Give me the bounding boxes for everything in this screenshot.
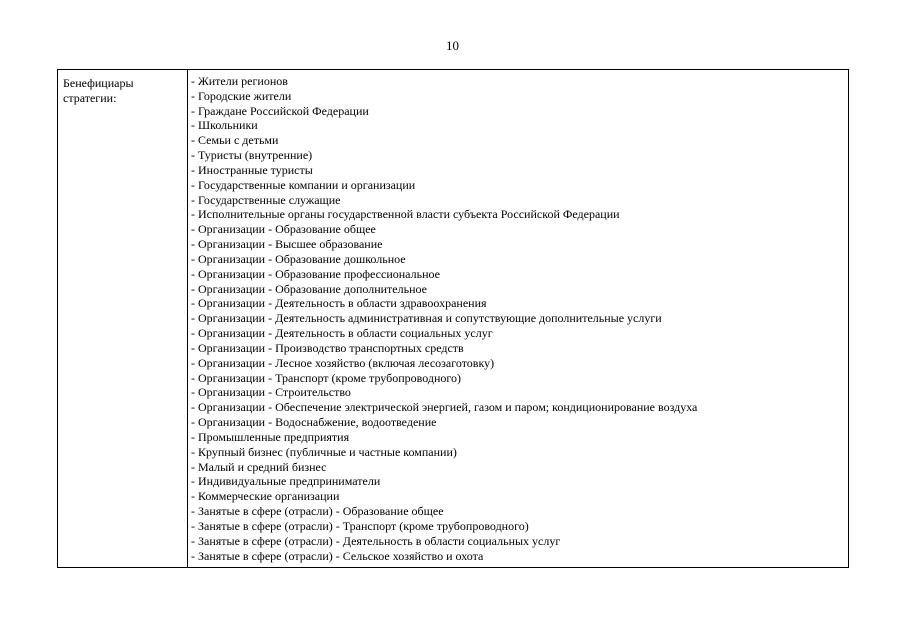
beneficiaries-table <box>57 69 849 568</box>
list-item: - Организации - Деятельность в области здравоохранения <box>191 296 487 311</box>
list-item: - Индивидуальные предприниматели <box>191 474 381 489</box>
list-item: - Городские жители <box>191 88 292 103</box>
list-item: - Государственные компании и организации <box>191 177 416 192</box>
list-item: - Занятые в сфере (отрасли) - Сельское хозяйство и охота <box>191 548 484 563</box>
list-item: - Жители регионов <box>191 74 288 88</box>
list-item: - Иностранные туристы <box>191 162 313 177</box>
list-item: - Малый и средний бизнес <box>191 459 327 474</box>
list-item: - Государственные служащие <box>191 192 341 207</box>
list-item: - Школьники <box>191 118 258 133</box>
list-item: - Организации - Водоснабжение, водоотведение <box>191 415 437 430</box>
list-item: - Промышленные предприятия <box>191 429 350 444</box>
list-item: - Организации - Обеспечение электрической энергией, газом и паром; кондиционирование воздуха <box>191 400 698 415</box>
label-line-1: Бенефициары <box>63 76 134 90</box>
list-item: - Организации - Производство транспортных средств <box>191 340 464 355</box>
list-item: - Организации - Образование дополнительное <box>191 281 427 296</box>
list-item: - Организации - Деятельность административная и сопутствующие дополнительные услуги <box>191 311 662 326</box>
list-item: - Коммерческие организации <box>191 489 340 504</box>
beneficiaries-list <box>188 70 848 567</box>
page-number: 10 <box>446 38 459 53</box>
list-item: - Семьи с детьми <box>191 133 279 148</box>
list-item: - Организации - Образование профессиональное <box>191 266 440 281</box>
list-item: - Организации - Образование дошкольное <box>191 251 406 266</box>
list-item: - Организации - Лесное хозяйство (включая лесозаготовку) <box>191 355 495 370</box>
list-item: - Организации - Деятельность в области социальных услуг <box>191 326 493 341</box>
list-item: - Организации - Образование общее <box>191 222 376 237</box>
list-item: - Крупный бизнес (публичные и частные компании) <box>191 444 457 459</box>
list-item: - Занятые в сфере (отрасли) - Транспорт (кроме трубопроводного) <box>191 518 529 533</box>
list-item: - Организации - Строительство <box>191 385 351 400</box>
list-item: - Туристы (внутренние) <box>191 148 313 163</box>
label-line-2: стратегии: <box>63 90 117 105</box>
list-item: - Граждане Российской Федерации <box>191 103 369 118</box>
list-item: - Занятые в сфере (отрасли) - Деятельность в области социальных услуг <box>191 533 561 548</box>
list-item: - Организации - Транспорт (кроме трубопроводного) <box>191 370 462 385</box>
list-item: - Организации - Высшее образование <box>191 237 383 252</box>
table-label-cell <box>58 70 188 567</box>
list-item: - Исполнительные органы государственной власти субъекта Российской Федерации <box>191 207 620 222</box>
list-item: - Занятые в сфере (отрасли) - Образование общее <box>191 504 444 519</box>
